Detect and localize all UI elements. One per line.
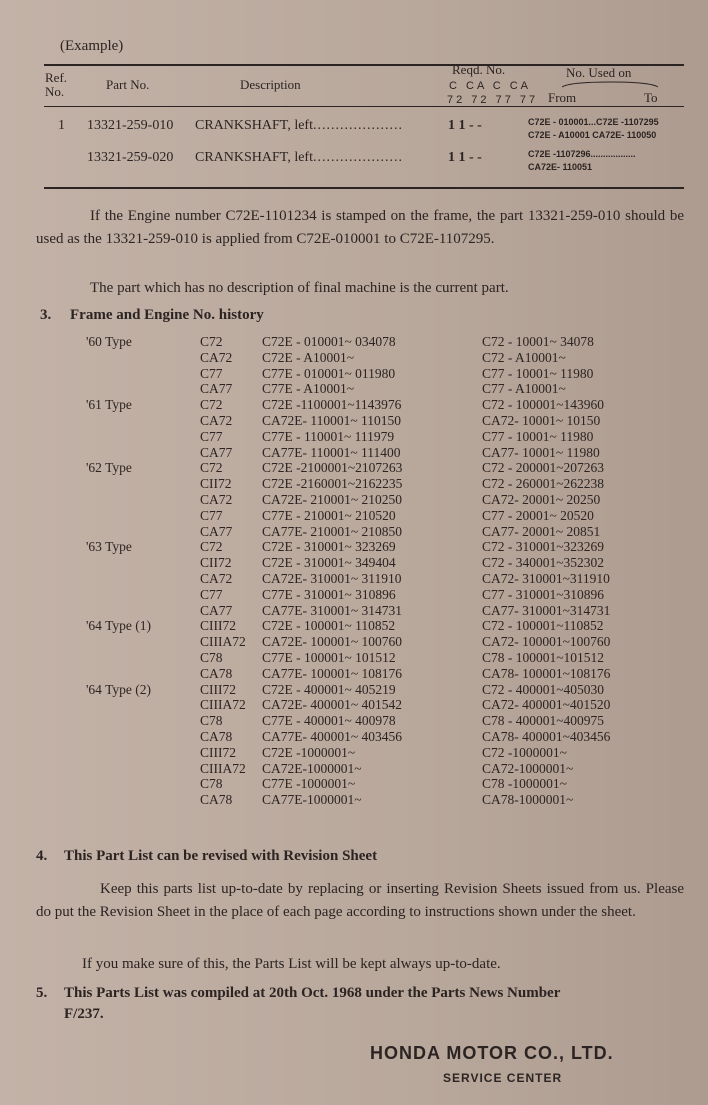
history-cell [86,571,151,587]
history-cell: CA72E-1000001~ [262,760,362,776]
history-cell: C77E - 210001~ 210520 [262,507,396,523]
row2-description: CRANKSHAFT, left.................... [195,150,403,165]
history-cell: '62 Type [86,460,132,476]
history-cell: CA77E-1000001~ [262,792,362,808]
table-bottom-rule [44,187,684,189]
history-cell: C77 - 10001~ 11980 [482,428,594,444]
history-cell: C72E - 010001~ 034078 [262,334,396,349]
history-cell [86,381,151,397]
history-cell: CA78 [200,665,233,681]
history-cell: '60 Type [86,334,132,349]
history-cell: C72 [200,334,223,349]
history-cell: CA72E- 210001~ 210250 [262,491,403,507]
history-cell: CA77- 310001~314731 [482,602,611,618]
used-on-brace [560,79,660,89]
history-cell: CA77 [200,602,233,618]
history-cell: CA77- 10001~ 11980 [482,444,600,460]
history-cell [86,524,151,540]
history-cell: CA77- 20001~ 20851 [482,523,601,539]
history-cell: CIIIA72 [200,634,246,650]
history-cell: CA77 [200,523,233,539]
row2-used-on: C72E -1107296.................. CA72E- 110051 [528,149,636,172]
history-cell: C78 - 100001~101512 [482,649,605,665]
history-cell: C72E - 310001~ 349404 [262,555,396,571]
history-cell: C72E - 400001~ 405219 [262,681,396,697]
history-cell: C77 - A10001~ [482,381,566,397]
history-cell: C72E -2100001~2107263 [262,460,403,476]
history-cell: C72 - 340001~352302 [482,555,605,571]
history-cell: CA77 [200,444,233,460]
revision-instructions: Keep this parts list up-to-date by replacing or inserting Revision Sheets issued from us. Please do put the Revision Sheet in the place of each page according to instructions shown under the sheet. [36,881,684,920]
history-cell: CIII72 [200,681,236,697]
history-cell: C78 - 400001~400975 [482,713,605,729]
row1-ref: 1 [58,118,65,133]
table-header-rule [44,106,684,107]
history-cell [86,445,151,461]
history-cell: C77E - 100001~ 101512 [262,649,396,665]
history-cell [86,492,151,508]
section4-number: 4. [36,848,48,864]
history-cell: CA77E- 110001~ 111400 [262,444,401,460]
history-cell: CIIIA72 [200,697,246,713]
history-cell: C72 - 100001~110852 [482,618,604,634]
row1-used-on: C72E - 010001...C72E -1107295 C72E - A10001 CA72E- 110050 [528,117,659,140]
section5-number: 5. [36,985,48,1001]
history-cell: C77 [200,507,223,523]
history-cell: C77 - 20001~ 20520 [482,507,594,523]
header-to: To [644,90,658,105]
history-cell: C72 - A10001~ [482,349,566,365]
header-part-no: Part No. [106,77,150,92]
history-cell: CA77E- 400001~ 403456 [262,728,403,744]
history-cell: CA72- 400001~401520 [482,697,611,713]
history-cell: CA78- 100001~108176 [482,665,611,681]
row1-description: CRANKSHAFT, left.................... [195,118,403,133]
history-cell: C72 - 100001~143960 [482,397,605,413]
history-cell: C78 [200,776,223,792]
history-cell: CA72 [200,570,233,586]
history-cell: CIII72 [200,618,236,634]
history-cell: C78 [200,649,223,665]
history-cell [86,429,151,445]
header-reqd-model-nums: 72 72 77 77 [447,94,539,106]
history-cell [86,666,151,682]
header-description: Description [240,77,301,92]
history-cell: C77 - 10001~ 11980 [482,365,594,381]
history-cell: CA78- 400001~403456 [482,728,611,744]
section3-title: Frame and Engine No. history [70,307,264,323]
history-cell: C77E - 110001~ 111979 [262,428,395,444]
current-part-note: The part which has no description of final machine is the current part. [90,280,509,296]
history-cell: CA72 [200,491,233,507]
history-cell: C77E - 400001~ 400978 [262,713,396,729]
history-cell [86,713,151,729]
history-cell: C72 - 400001~405030 [482,681,605,697]
history-cell: CIIIA72 [200,760,246,776]
history-cell [86,650,151,666]
row2-part-no: 13321-259-020 [87,150,174,165]
history-cell [86,776,151,792]
history-cell: C72 [200,539,223,555]
history-cell: CA72E- 310001~ 311910 [262,570,402,586]
example-label: (Example) [60,38,124,54]
history-cell: C77 [200,586,223,602]
section5-line1: This Parts List was compiled at 20th Oct. 1968 under the Parts News Number [64,985,561,1001]
history-cell: C72 - 260001~262238 [482,476,605,492]
history-cell: C72 - 310001~323269 [482,539,605,555]
history-cell: '64 Type (2) [86,681,151,697]
history-frame-column [482,334,610,808]
history-cell [86,508,151,524]
history-cell: C72 [200,397,223,413]
header-reqd-no: Reqd. No. [452,62,506,77]
department-name: SERVICE CENTER [443,1071,563,1085]
history-cell: '61 Type [86,397,132,413]
company-name: HONDA MOTOR CO., LTD. [370,1043,614,1063]
history-cell: C77 - 310001~310896 [482,586,605,602]
history-cell: CA72- 10001~ 10150 [482,412,601,428]
history-cell: C72 [200,460,223,476]
history-cell: CA72-1000001~ [482,760,574,776]
history-cell [86,697,151,713]
history-cell [86,413,151,429]
history-cell [86,366,151,382]
section3-number: 3. [40,307,52,323]
history-cell: C72E - 310001~ 323269 [262,539,396,555]
history-cell [86,587,151,603]
history-cell: CIII72 [200,744,236,760]
history-cell: C77E -1000001~ [262,776,356,792]
history-cell: CA72E- 110001~ 110150 [262,412,402,428]
history-cell: CA72 [200,349,233,365]
history-cell: CA72- 100001~100760 [482,634,611,650]
history-cell: C78 -1000001~ [482,776,567,792]
history-cell: CA78 [200,792,233,808]
header-ref-no: No. [45,84,65,99]
history-cell: C72E -2160001~2162235 [262,476,403,492]
history-cell: CA72- 310001~311910 [482,570,610,586]
history-cell: C72 - 200001~207263 [482,460,605,476]
history-cell: '64 Type (1) [86,618,151,634]
history-cell: C78 [200,713,223,729]
history-cell [86,634,151,650]
history-cell: CA77E- 310001~ 314731 [262,602,403,618]
history-cell: C77 [200,428,223,444]
history-cell [86,350,151,366]
history-cell: C77 [200,365,223,381]
header-ref: Ref. [45,70,68,85]
history-cell: C77E - 010001~ 011980 [262,365,396,381]
history-engine-column [262,334,402,808]
engine-number-note: If the Engine number C72E-1101234 is stamped on the frame, the part 13321-259-010 should be used as the 13321-259-010 is applied from C72E-010001 to C72E-1107295. [36,208,684,247]
section4-title: This Part List can be revised with Revision Sheet [64,848,378,864]
history-cell: CA77 [200,381,233,397]
history-model-column [200,334,246,808]
history-cell: C77E - A10001~ [262,381,355,397]
row1-part-no: 13321-259-010 [87,118,174,133]
history-cell: CA78 [200,728,233,744]
up-to-date-note: If you make sure of this, the Parts List will be kept always up-to-date. [82,956,501,972]
history-cell: CA77E- 100001~ 108176 [262,665,403,681]
history-cell: C72E - 100001~ 110852 [262,618,396,634]
history-cell: CII72 [200,555,232,571]
header-from: From [548,90,577,105]
history-cell: C72E -1100001~1143976 [262,397,402,413]
history-cell [86,745,151,761]
history-cell [86,792,151,808]
history-cell [86,761,151,777]
history-cell: CA77E- 210001~ 210850 [262,523,403,539]
row1-qty: 1 1 - - [448,118,482,133]
history-cell: CA72E- 100001~ 100760 [262,634,403,650]
history-cell: C72E - A10001~ [262,349,355,365]
history-cell [86,555,151,571]
row2-qty: 1 1 - - [448,150,482,165]
history-cell [86,603,151,619]
section5-line2: F/237. [64,1006,104,1022]
history-cell: CA72E- 400001~ 401542 [262,697,403,713]
history-cell [86,476,151,492]
history-type-column [86,334,151,808]
history-cell: C72 -1000001~ [482,744,567,760]
history-cell: CA72 [200,412,233,428]
history-cell: CA72- 20001~ 20250 [482,491,601,507]
header-reqd-models: C CA C CA [449,80,532,92]
history-cell [86,729,151,745]
history-cell: '63 Type [86,539,132,555]
history-cell: C72E -1000001~ [262,744,356,760]
header-no-used-on: No. Used on [566,65,632,80]
history-cell: CA78-1000001~ [482,792,574,808]
history-cell: C77E - 310001~ 310896 [262,586,396,602]
history-cell: C72 - 10001~ 34078 [482,334,594,349]
history-cell: CII72 [200,476,232,492]
